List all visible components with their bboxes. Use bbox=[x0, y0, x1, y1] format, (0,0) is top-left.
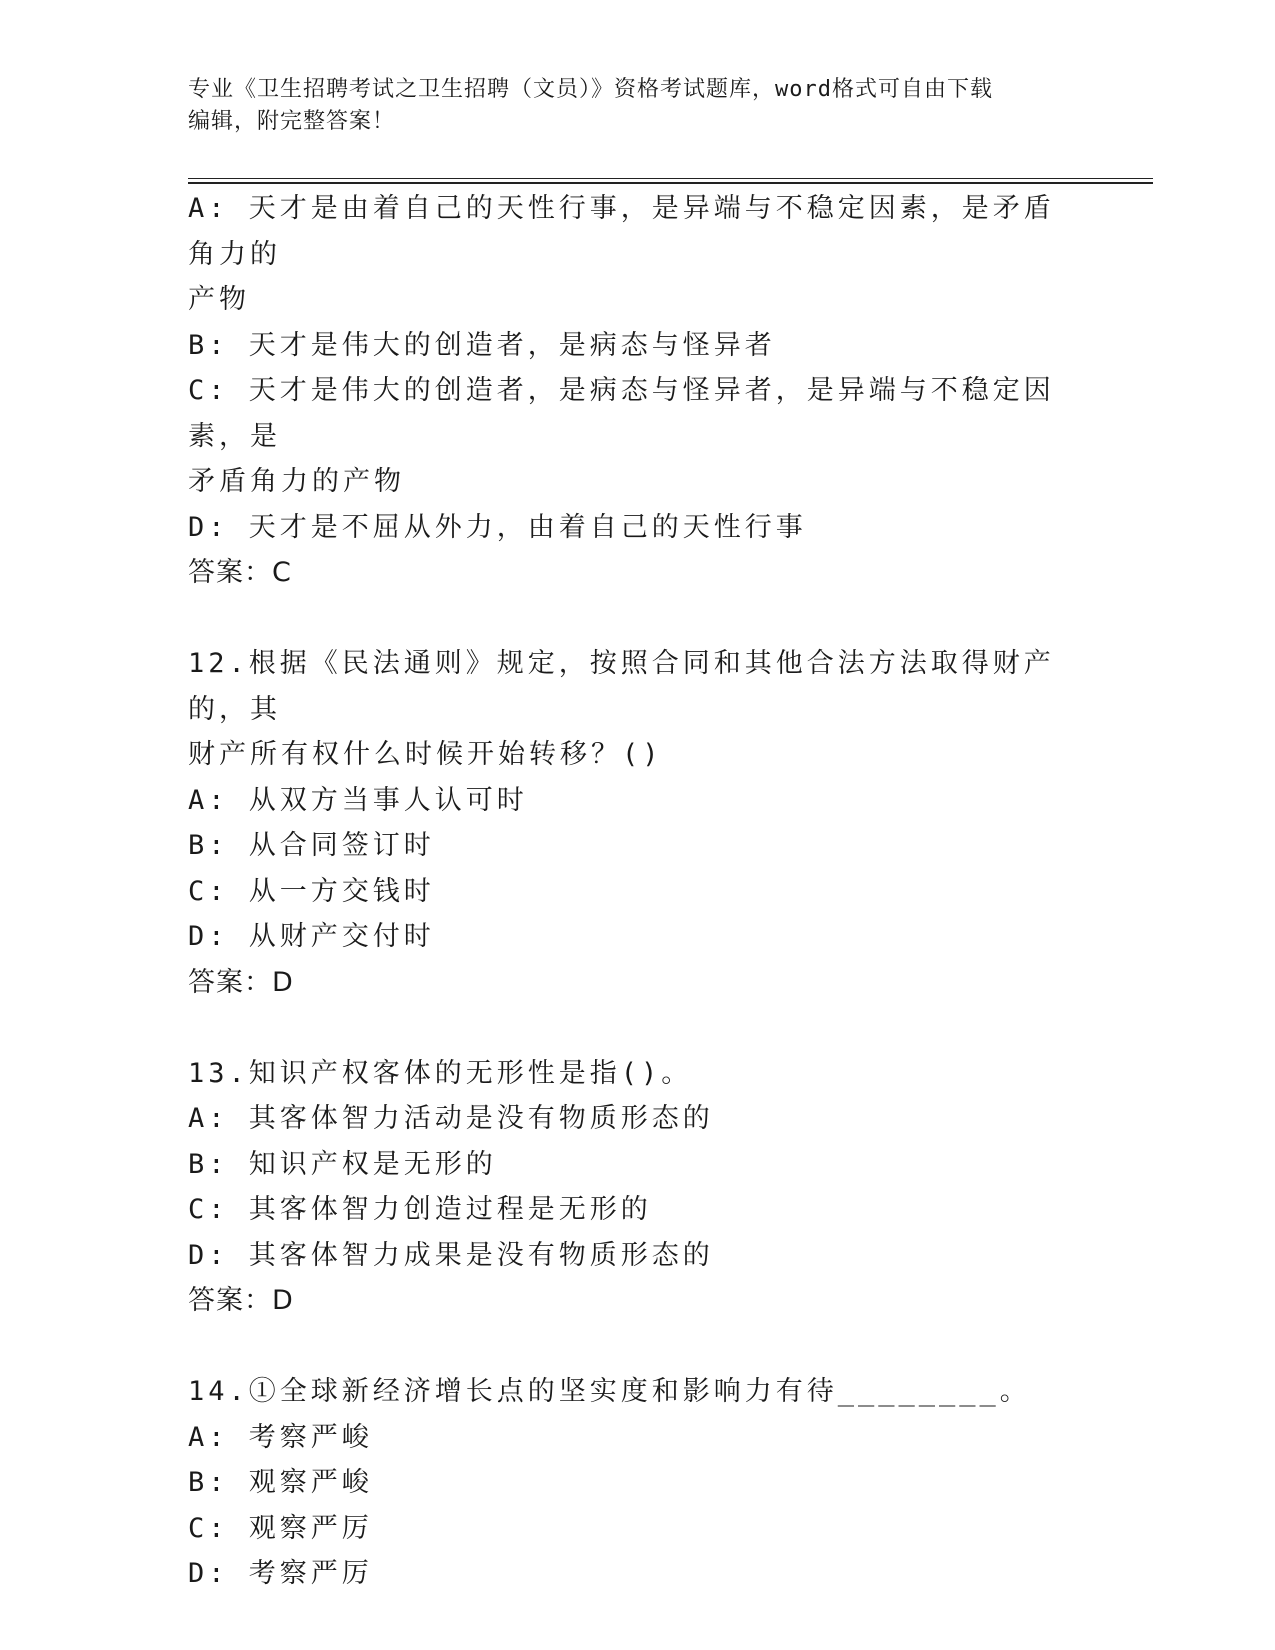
option-d: D: 考察严厉 bbox=[188, 1558, 373, 1589]
option-c-line-2: 矛盾角力的产物 bbox=[188, 466, 405, 497]
question-list bbox=[188, 186, 1068, 1597]
spacer bbox=[188, 1005, 1068, 1051]
option-b: B: 从合同签订时 bbox=[188, 830, 435, 861]
option-c: C: 观察严厉 bbox=[188, 1512, 373, 1544]
option-a-line-2: 产物 bbox=[188, 284, 250, 315]
option-b: B: 天才是伟大的创造者，是病态与怪异者 bbox=[188, 329, 776, 361]
answer: 答案：D bbox=[188, 966, 294, 998]
option-c: C: 其客体智力创造过程是无形的 bbox=[188, 1194, 652, 1225]
header-divider-thick bbox=[188, 182, 1153, 184]
question-stem-line-1: 12.根据《民法通则》规定，按照合同和其他合法方法取得财产的，其 bbox=[188, 648, 1055, 725]
option-d: D: 其客体智力成果是没有物质形态的 bbox=[188, 1239, 714, 1271]
option-d: D: 从财产交付时 bbox=[188, 921, 435, 952]
header-line-2: 编辑，附完整答案！ bbox=[188, 109, 396, 134]
option-a: A: 从双方当事人认可时 bbox=[188, 784, 528, 816]
question-stem-line-2: 财产所有权什么时候开始转移？() bbox=[188, 739, 663, 770]
question-11 bbox=[188, 186, 1068, 596]
spacer bbox=[188, 1324, 1068, 1370]
question-stem: 13.知识产权客体的无形性是指()。 bbox=[188, 1057, 693, 1089]
option-b: B: 观察严峻 bbox=[188, 1467, 373, 1498]
question-12 bbox=[188, 641, 1068, 1005]
option-a: A: 考察严峻 bbox=[188, 1421, 373, 1453]
question-14 bbox=[188, 1369, 1068, 1597]
option-a-line-1: A: 天才是由着自己的天性行事，是异端与不稳定因素，是矛盾角力的 bbox=[188, 193, 1055, 270]
header-divider-thin bbox=[188, 178, 1153, 179]
option-b: B: 知识产权是无形的 bbox=[188, 1148, 497, 1180]
header-line-1: 专业《卫生招聘考试之卫生招聘（文员）》资格考试题库，word格式可自由下载 bbox=[188, 77, 993, 102]
answer: 答案：D bbox=[188, 1285, 294, 1316]
option-c-line-1: C: 天才是伟大的创造者，是病态与怪异者，是异端与不稳定因素，是 bbox=[188, 375, 1055, 452]
spacer bbox=[188, 596, 1068, 642]
option-a: A: 其客体智力活动是没有物质形态的 bbox=[188, 1103, 714, 1134]
question-13 bbox=[188, 1051, 1068, 1324]
document-header bbox=[188, 74, 1068, 138]
option-c: C: 从一方交钱时 bbox=[188, 875, 435, 907]
answer: 答案：C bbox=[188, 557, 292, 588]
option-d: D: 天才是不屈从外力，由着自己的天性行事 bbox=[188, 511, 807, 543]
question-stem: 14.①全球新经济增长点的坚实度和影响力有待________。 bbox=[188, 1376, 1031, 1407]
